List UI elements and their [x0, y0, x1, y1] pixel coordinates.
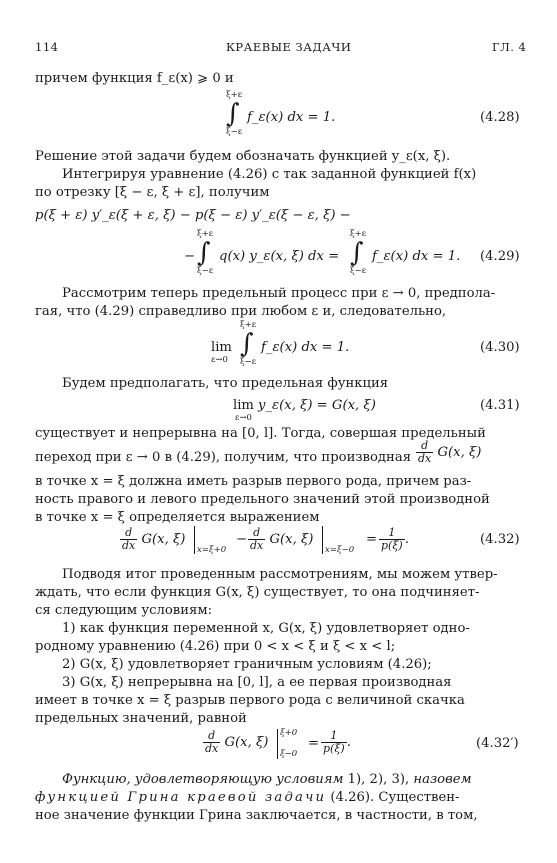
minus-sign: − [184, 249, 196, 264]
plain-text: (4.26). Существен- [330, 790, 460, 805]
inline-derivative: $\frac{d}{dx}$ G(x, ξ) [418, 439, 482, 465]
integral-lower-limit: ξ−ε [197, 266, 214, 276]
equation-body: y_ε(x, ξ) = G(x, ξ) [258, 398, 376, 413]
equation-number: (4.31) [480, 398, 520, 413]
integral-upper-limit: ξ+ε [350, 229, 367, 239]
limit-operator: lim [233, 398, 254, 413]
equation-line: p(ξ + ε) y′_ε(ξ + ε, ξ) − p(ξ − ε) y′_ε(ξ − ε, ξ) − [35, 208, 351, 223]
integral-sign: ∫ [350, 238, 364, 268]
emphasis-text: Функцию, удовлетворяющую условиям [62, 772, 344, 787]
text-line [35, 789, 460, 807]
evaluation-bar [194, 526, 195, 554]
text-line: ся следующим условиям: [35, 603, 213, 618]
equation-number: (4.30) [480, 340, 520, 355]
spaced-emphasis-text: функцией Грина краевой задачи [35, 790, 327, 805]
text-line: Решение этой задачи будем обозначать функцией y_ε(x, ξ). [35, 149, 451, 164]
plain-text: 1), 2), 3), [347, 772, 410, 787]
derivative-term: $\frac{d}{dx}$ G(x, ξ) [250, 526, 314, 552]
limit-operator: lim [211, 340, 232, 355]
equation-number: (4.32′) [476, 736, 519, 751]
equation-body: q(x) y_ε(x, ξ) dx = [219, 249, 340, 264]
text-line: ждать, что если функция G(x, ξ) существует, то она подчиняет- [35, 585, 480, 600]
text-line: по отрезку [ξ − ε, ξ + ε], получим [35, 185, 270, 200]
text-line: 1) как функция переменной x, G(x, ξ) удовлетворяет одно- [62, 621, 470, 636]
integral-upper-limit: ξ+ε [240, 320, 257, 330]
text-line: 2) G(x, ξ) удовлетворяет граничным условиям (4.26); [62, 657, 432, 672]
running-title: КРАЕВЫЕ ЗАДАЧИ [226, 40, 352, 54]
integral-sign: ∫ [226, 99, 240, 129]
text-line: родному уравнению (4.26) при 0 < x < ξ и ξ < x < l; [35, 639, 396, 654]
integral-upper-limit: ξ+ε [226, 90, 243, 100]
integral-sign: ∫ [197, 238, 211, 268]
text-line: Подводя итог проведенным рассмотрениям, мы можем утвер- [62, 567, 498, 582]
result-fraction: $\frac{1}{p(\xi)}$ . [381, 526, 409, 552]
text-line: в точке x = ξ определяется выражением [35, 510, 320, 525]
text-line: имеет в точке x = ξ разрыв первого рода с величиной скачка [35, 693, 465, 708]
evaluation-bar [322, 526, 323, 554]
minus-sign: − [236, 532, 248, 547]
evaluation-upper: ξ+0 [280, 728, 298, 738]
evaluation-bar [277, 729, 278, 759]
integral-upper-limit: ξ+ε [197, 229, 214, 239]
derivative-term: $\frac{d}{dx}$ G(x, ξ) [205, 729, 269, 755]
fraction: $\frac{d}{dx}$ [418, 439, 432, 465]
chapter-label: ГЛ. 4 [492, 40, 527, 54]
equals-sign: = [366, 532, 378, 547]
text-line: предельных значений, равной [35, 711, 247, 726]
text-line: причем функция f_ε(x) ⩾ 0 и [35, 71, 234, 86]
text-line: существует и непрерывна на [0, l]. Тогда, совершая предельный [35, 426, 486, 441]
page-number: 114 [35, 40, 59, 54]
text-line: Интегрируя уравнение (4.26) с так заданной функцией f(x) [62, 167, 477, 182]
evaluation-subscript: x=ξ+0 [197, 545, 227, 555]
equals-sign: = [308, 736, 320, 751]
evaluation-subscript: x=ξ−0 [325, 545, 355, 555]
text-line: 3) G(x, ξ) непрерывна на [0, l], а ее первая производная [62, 675, 452, 690]
equation-number: (4.28) [480, 110, 520, 125]
text-line: в точке x = ξ должна иметь разрыв первого рода, причем раз- [35, 474, 472, 489]
integral-sign: ∫ [240, 329, 254, 359]
integral-lower-limit: ξ−ε [226, 127, 243, 137]
text-line: переход при ε → 0 в (4.29), получим, что производная [35, 450, 412, 465]
integral-lower-limit: ξ−ε [240, 357, 257, 367]
equation-number: (4.32) [480, 532, 520, 547]
integral-lower-limit: ξ−ε [350, 266, 367, 276]
result-fraction: $\frac{1}{p(\xi)}$ . [323, 729, 351, 755]
text-line: Рассмотрим теперь предельный процесс при ε → 0, предпола- [62, 286, 496, 301]
derivative-term: $\frac{d}{dx}$ G(x, ξ) [122, 526, 186, 552]
text-line [62, 771, 472, 789]
text-line: ность правого и левого предельного значений этой производной [35, 492, 490, 507]
equation-body: f_ε(x) dx = 1. [247, 110, 336, 125]
equation-body: f_ε(x) dx = 1. [261, 340, 350, 355]
equation-number: (4.29) [480, 249, 520, 264]
text-line: ное значение функции Грина заключается, в частности, в том, [35, 808, 478, 823]
equation-body: f_ε(x) dx = 1. [372, 249, 461, 264]
text-line: Будем предполагать, что предельная функция [62, 376, 389, 391]
limit-subscript: ε→0 [235, 413, 252, 423]
evaluation-lower: ξ−0 [280, 749, 298, 759]
limit-subscript: ε→0 [211, 355, 228, 365]
text-line: гая, что (4.29) справедливо при любом ε и, следовательно, [35, 304, 447, 319]
emphasis-text: назовем [413, 772, 472, 787]
